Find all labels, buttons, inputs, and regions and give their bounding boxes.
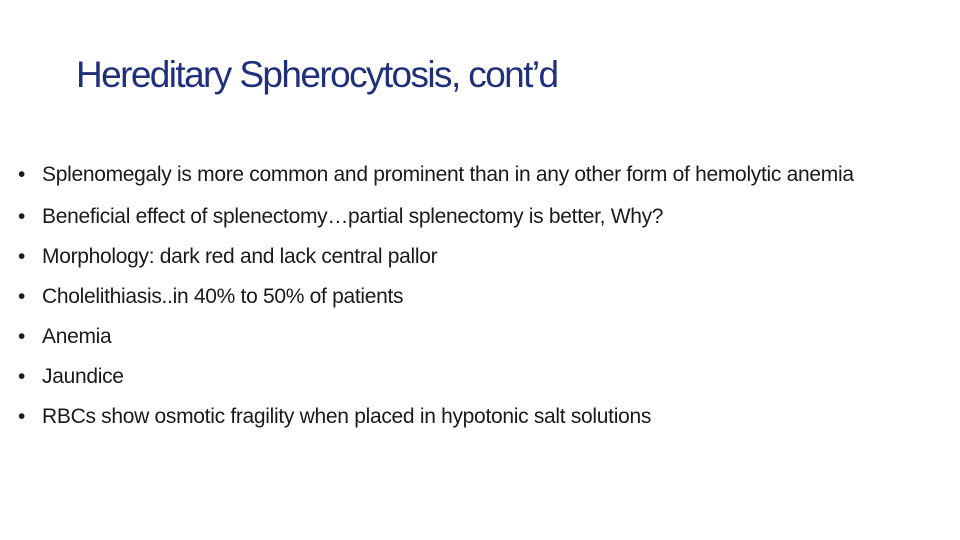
bullet-text: Cholelithiasis..in 40% to 50% of patients — [42, 285, 404, 308]
bullet-item — [18, 322, 918, 352]
bullet-text: Beneficial effect of splenectomy…partial splenectomy is better, Why? — [42, 205, 664, 228]
bullet-item — [18, 362, 918, 392]
slide-title: Hereditary Spherocytosis, cont’d — [76, 54, 558, 95]
bullet-text: Morphology: dark red and lack central pallor — [42, 245, 438, 268]
bullet-text: RBCs show osmotic fragility when placed in hypotonic salt solutions — [42, 405, 652, 428]
bullet-text: Jaundice — [42, 365, 124, 388]
bullet-icon: • — [18, 163, 26, 186]
bullet-text: Splenomegaly is more common and prominent than in any other form of hemolytic anemia — [42, 163, 854, 186]
bullet-icon: • — [18, 365, 26, 388]
bullet-icon: • — [18, 245, 26, 268]
bullet-item — [18, 402, 918, 432]
bullet-item — [18, 242, 918, 272]
bullet-item — [18, 160, 918, 190]
bullet-icon: • — [18, 205, 26, 228]
bullet-icon: • — [18, 285, 26, 308]
bullet-item — [18, 202, 918, 232]
bullet-item — [18, 282, 918, 312]
bullet-icon: • — [18, 405, 26, 428]
bullet-list — [18, 160, 918, 442]
bullet-icon: • — [18, 325, 26, 348]
bullet-text: Anemia — [42, 325, 112, 348]
